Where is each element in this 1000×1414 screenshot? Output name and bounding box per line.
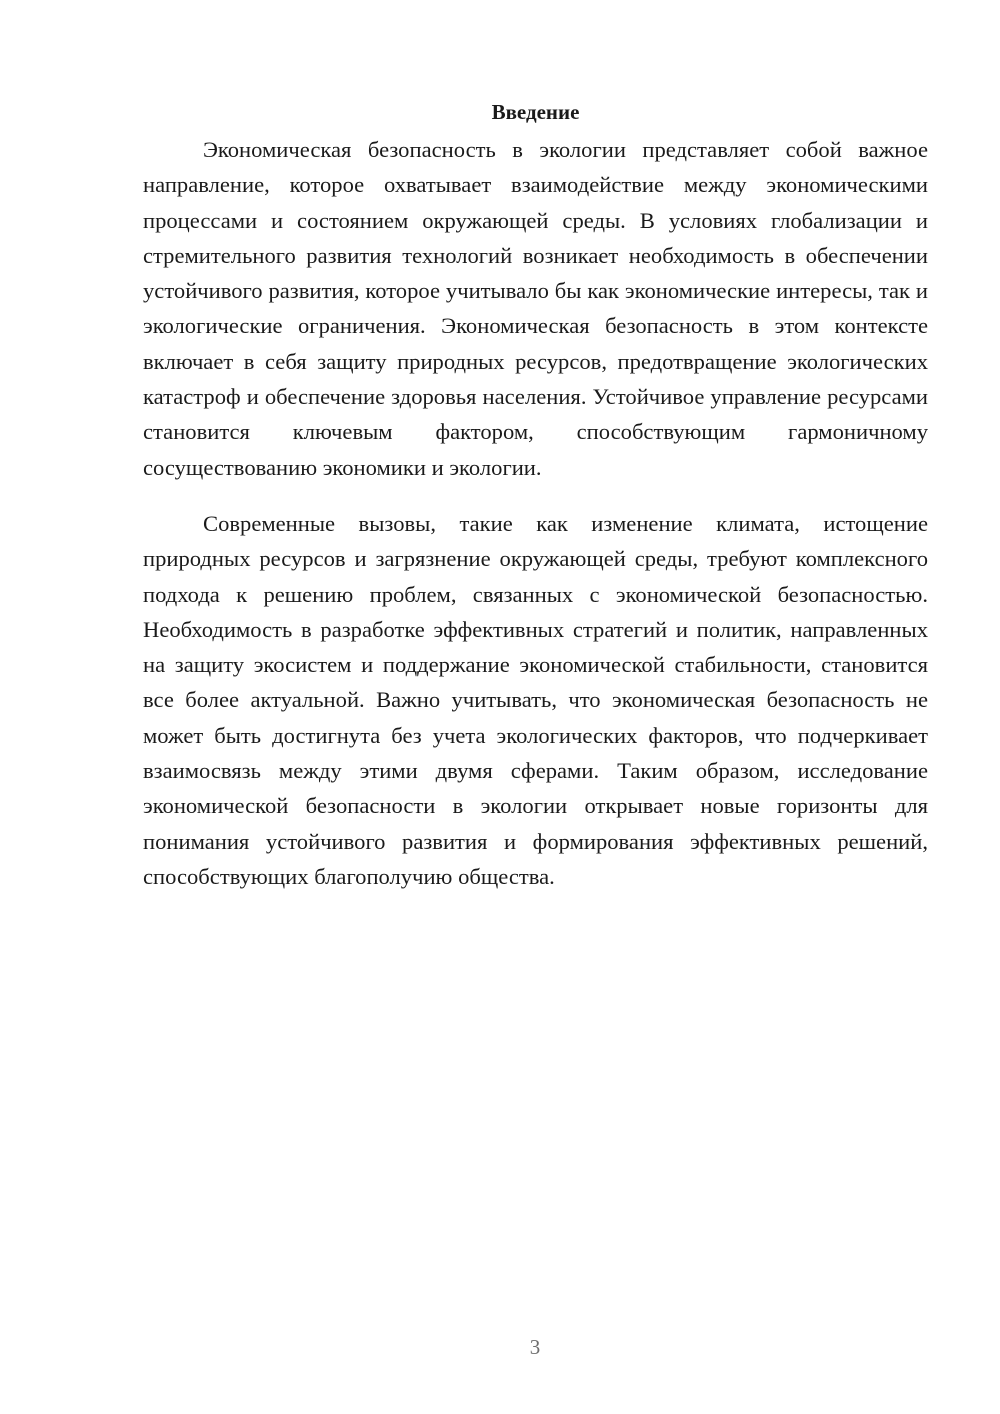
paragraph-2: Современные вызовы, такие как изменение климата, истощение природных ресурсов и загрязнение окружающей среды, требуют комплексного подхода к решению проблем, связанных с экономической безопасностью. Необходимость в разработке эффективных стратегий и политик, направленных на защиту экосистем и поддержание экономической стабильности, становится все более актуальной. Важно учитывать, что экономическая безопасность не может быть достигнута без учета экологических факторов, что подчеркивает взаимосвязь между этими двумя сферами. Таким образом, исследование экономической безопасности в экологии открывает новые горизонты для понимания устойчивого развития и формирования эффективных решений, способствующих благополучию общества. [143, 510, 928, 889]
section-title: Введение [491, 100, 580, 124]
page-number: 3 [529, 1335, 541, 1359]
page-content [143, 98, 928, 894]
paragraph-1: Экономическая безопасность в экологии представляет собой важное направление, которое охватывает взаимодействие между экономическими процессами и состоянием окружающей среды. В условиях глобализации и стремительного развития технологий возникает необходимость в обеспечении устойчивого развития, которое учитывало бы как экономические интересы, так и экологические ограничения. Экономическая безопасность в этом контексте включает в себя защиту природных ресурсов, предотвращение экологических катастроф и обеспечение здоровья населения. Устойчивое управление ресурсами становится ключевым фактором, способствующим гармоничному сосуществованию экономики и экологии. [143, 137, 928, 480]
